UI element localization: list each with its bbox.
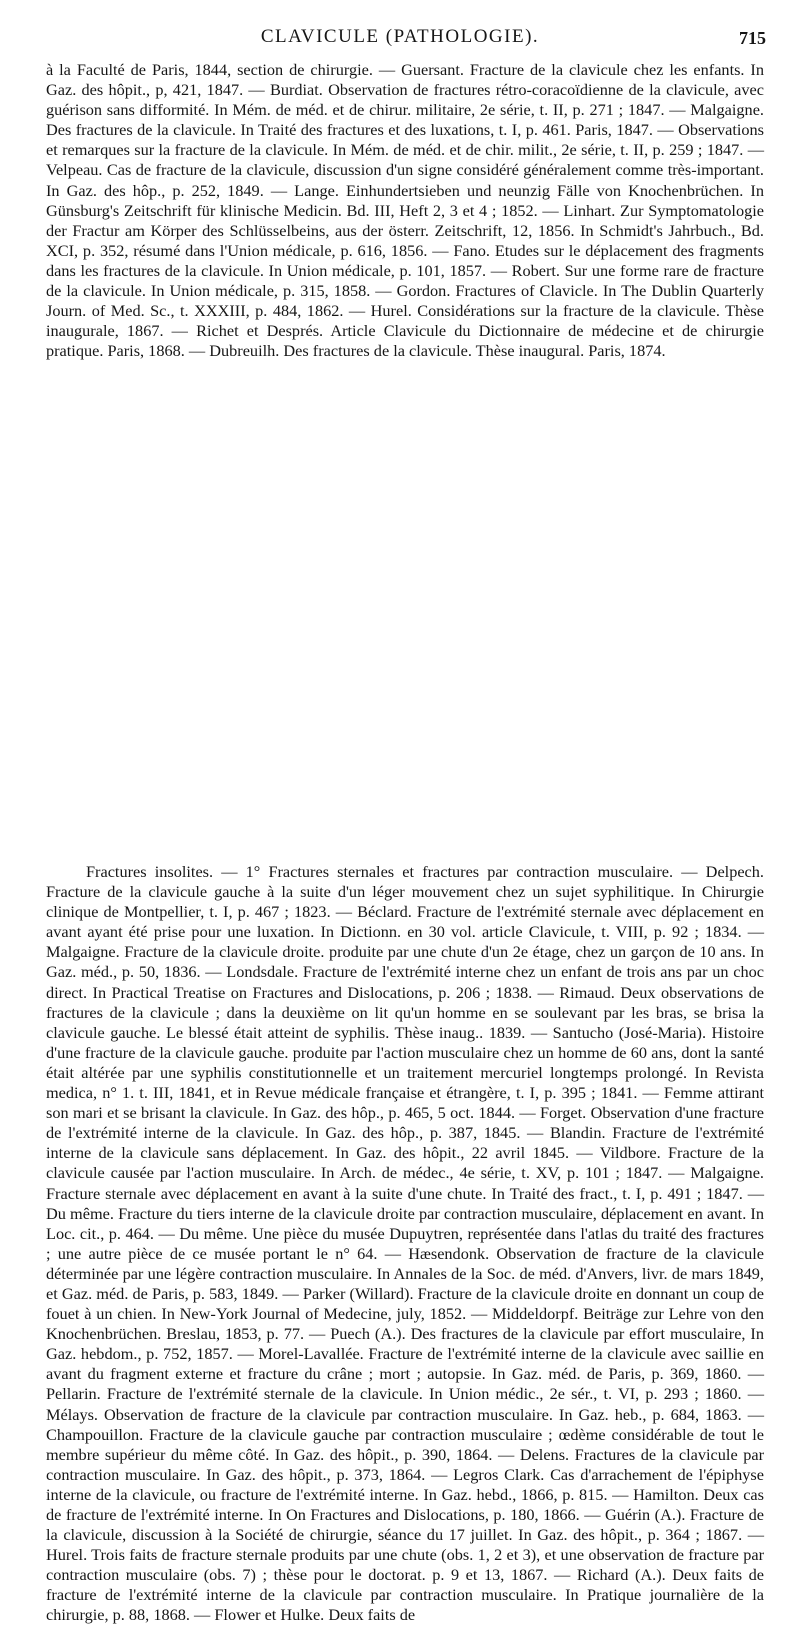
running-title: CLAVICULE (PATHOLOGIE). (260, 26, 540, 47)
bibliography-paragraph-references: à la Faculté de Paris, 1844, section de chirurgie. — Guersant. Fracture de la clavicule chez les enfants. In Gaz. des hôpit., p, 421, 1847. — Burdiat. Observation de fractures rétro-coracoïdienne de la clavicule, avec guérison sans difformité. In Mém. de méd. et de chirur. militaire, 2e série, t. II, p. 271 ; 1847. — Malgaigne. Des fractures de la clavicule. In Traité des fractures et des luxations, t. I, p. 461. Paris, 1847. — Observations et remarques sur la fracture de la clavicule. In Mém. de méd. et de chir. milit., 2e série, t. II, p. 259 ; 1847. — Velpeau. Cas de fracture de la clavicule, discussion d'un signe considéré généralement comme très-important. In Gaz. des hôp., p. 252, 1849. — Lange. Einhundertsieben und neunzig Fälle von Knochenbrüchen. In Günsburg's Zeitschrift für klinische Medicin. Bd. III, Heft 2, 3 et 4 ; 1852. — Linhart. Zur Symptomatologie der Fractur am Körper des Schlüsselbeins, aus der österr. Zeitschrift, 12, 1856. In Schmidt's Jahrbuch., Bd. XCI, p. 352, résumé dans l'Union médicale, p. 616, 1856. — Fano. Etudes sur le déplacement des fragments dans les fractures de la clavicule. In Union médicale, p. 101, 1857. — Robert. Sur une forme rare de fracture de la clavicule. In Union médicale, p. 315, 1858. — Gordon. Fractures of Clavicle. In The Dublin Quarterly Journ. of Med. Sc., t. XXXIII, p. 484, 1862. — Hurel. Considérations sur la fracture de la clavicule. Thèse inaugurale, 1867. — Richet et Després. Article Clavicule du Dictionnaire de médecine et de chirurgie pratique. Paris, 1868. — Dubreuilh. Des fractures de la clavicule. Thèse inaugural. Paris, 1874. (46, 60, 764, 361)
bibliography-paragraph-fractures-insolites: Fractures insolites. — 1° Fractures sternales et fractures par contraction musculaire. — Delpech. Fracture de la clavicule gauche à la suite d'un léger mouvement chez un sujet syphilitique. In Chirurgie clinique de Montpellier, t. I, p. 467 ; 1823. — Béclard. Fracture de l'extrémité sternale avec déplacement en avant ayant été prise pour une luxation. In Dictionn. en 30 vol. article Clavicule, t. VIII, p. 92 ; 1834. — Malgaigne. Fracture de la clavicule droite. produite par une chute d'un 2e étage, chez un garçon de 10 ans. In Gaz. méd., p. 50, 1836. — Londsdale. Fracture de l'extrémité interne chez un enfant de trois ans par un choc direct. In Practical Treatise on Fractures and Dislocations, p. 206 ; 1838. — Rimaud. Deux observations de fractures de la clavicule ; dans la deuxième on lit qu'un homme en se soulevant par les bras, se brisa la clavicule gauche. Le blessé était atteint de syphilis. Thèse inaug.. 1839. — Santucho (José-Maria). Histoire d'une fracture de la clavicule gauche. produite par l'action musculaire chez un homme de 60 ans, dont la santé était altérée par une syphilis constitutionnelle et un traitement mercuriel longtemps prolongé. In Revista medica, n° 1. t. III, 1841, et in Revue médicale française et étrangère, t. I, p. 395 ; 1841. — Femme attirant son mari et se brisant la clavicule. In Gaz. des hôp., p. 465, 5 oct. 1844. — Forget. Observation d'une fracture de l'extrémité interne de la clavicule. In Gaz. des hôp., p. 387, 1845. — Blandin. Fracture de l'extrémité interne de la clavicule sans déplacement. In Gaz. des hôpit., 22 avril 1845. — Vildbore. Fracture de la clavicule causée par l'action musculaire. In Arch. de médec., 4e série, t. XV, p. 101 ; 1847. — Malgaigne. Fracture sternale avec déplacement en avant à la suite d'une chute. In Traité des fract., t. I, p. 491 ; 1847. — Du même. Fracture du tiers interne de la clavicule droite par contraction musculaire, déplacement en avant. In Loc. cit., p. 464. — Du même. Une pièce du musée Dupuytren, représentée dans l'atlas du traité des fractures ; une autre pièce de ce musée portant le n° 64. — Hæsendonk. Observation de fracture de la clavicule déterminée par une légère contraction musculaire. In Annales de la Soc. de méd. d'Anvers, livr. de mars 1849, et Gaz. méd. de Paris, p. 583, 1849. — Parker (Willard). Fracture de la clavicule droite en donnant un coup de fouet à un chien. In New-York Journal of Medecine, july, 1852. — Middeldorpf. Beiträge zur Lehre von den Knochenbrüchen. Breslau, 1853, p. 77. — Puech (A.). Des fractures de la clavicule par effort musculaire, In Gaz. hebdom., p. 752, 1857. — Morel-Lavallée. Fracture de l'extrémité interne de la clavicule avec saillie en avant du fragment externe et fracture du crâne ; mort ; autopsie. In Gaz. méd. de Paris, p. 369, 1860. — Pellarin. Fracture de l'extrémité sternale de la clavicule. In Union médic., 2e sér., t. VI, p. 293 ; 1860. — Mélays. Observation de fracture de la clavicule par contraction musculaire. In Gaz. heb., p. 684, 1863. — Champouillon. Fracture de la clavicule gauche par contraction musculaire ; œdème considérable de tout le membre supérieur du même côté. In Gaz. des hôpit., p. 390, 1864. — Delens. Fractures de la clavicule par contraction musculaire. In Gaz. des hôpit., p. 373, 1864. — Legros Clark. Cas d'arrachement de l'épiphyse interne de la clavicule, ou fracture de l'extrémité interne. In Gaz. hebd., 1866, p. 815. — Hamilton. Deux cas de fracture de l'extrémité interne. In On Fractures and Dislocations, p. 180, 1866. — Guérin (A.). Fracture de la clavicule, discussion à la Société de chirurgie, séance du 17 juillet. In Gaz. des hôpit., p. 364 ; 1867. — Hurel. Trois faits de fracture sternale produits par une chute (obs. 1, 2 et 3), et une observation de fracture par contraction musculaire (obs. 7) ; thèse pour le doctorat. p. 9 et 13, 1867. — Richard (A.). Deux faits de fracture de l'extrémité interne de la clavicule par contraction musculaire. In Pratique journalière de la chirurgie, p. 88, 1868. — Flower et Hulke. Deux faits de (46, 862, 764, 1625)
running-head (0, 26, 800, 52)
page-number: 715 (739, 28, 766, 48)
